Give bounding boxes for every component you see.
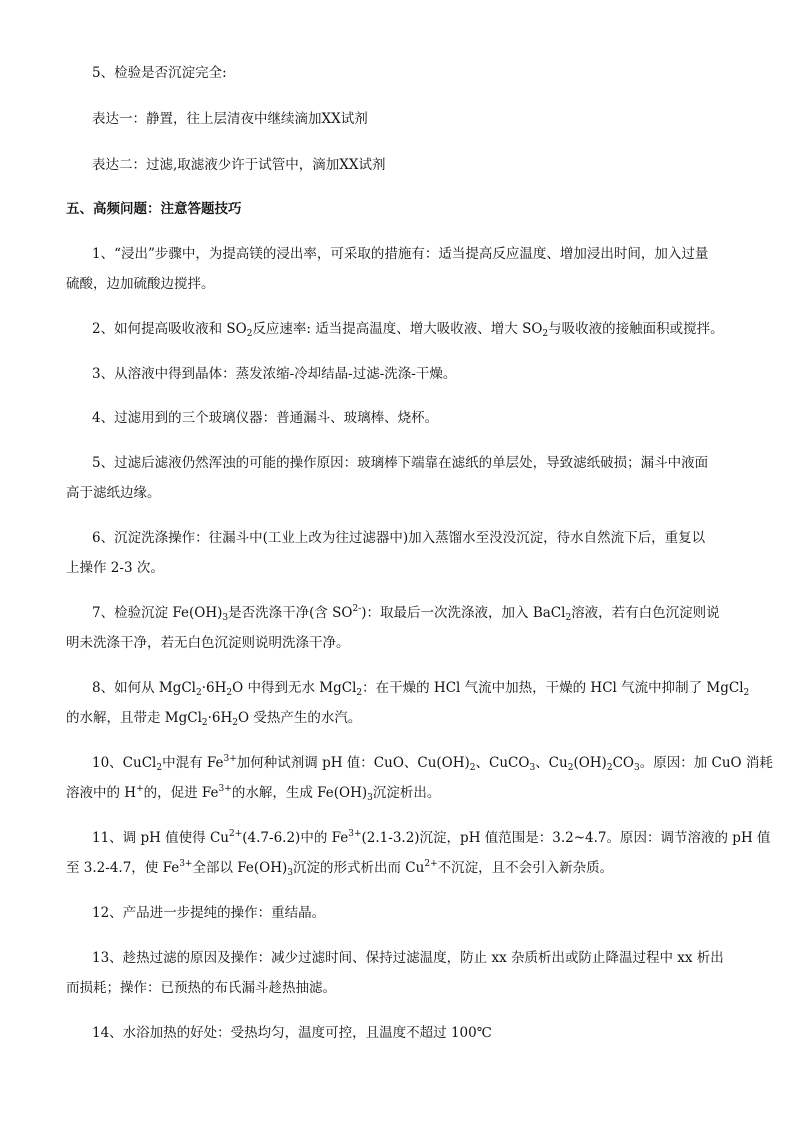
text-run: ：在干燥的 HCl 气流中加热，干燥的 HCl 气流中抑制了 MgCl (362, 680, 744, 696)
item-14: 14、水浴加热的好处：受热均匀，温度可控，且温度不超过 100℃ (92, 1025, 492, 1041)
text-run: 与吸收液的接触面积或搅拌。 (548, 321, 724, 337)
item-11-line-1 (92, 827, 771, 849)
item-7-line-2: 明未洗涤干净，若无白色沉淀则说明洗涤干净。 (66, 635, 350, 651)
text-run: 是否洗涤干净(含 SO (228, 605, 353, 621)
superscript: + (136, 784, 144, 794)
text-run: (OH) (573, 755, 607, 771)
expression-two: 表达二：过滤,取滤液少许于试管中，滴加XX试剂 (92, 157, 386, 173)
text-run: 至 3.2-4.7，使 Fe (66, 860, 180, 876)
superscript: 2- (352, 604, 362, 614)
text-run: 沉淀析出。 (372, 785, 441, 801)
item-4: 4、过滤用到的三个玻璃仪器：普通漏斗、玻璃棒、烧杯。 (92, 410, 439, 426)
subscript: 3 (529, 763, 536, 773)
text-run: 的，促进 Fe (143, 785, 219, 801)
subscript: 2 (226, 688, 233, 698)
superscript: 3+ (218, 784, 232, 794)
text-run: 10、CuCl (92, 755, 157, 771)
section-heading: 五、高频问题：注意答题技巧 (66, 201, 242, 217)
item-3: 3、从溶液中得到晶体：蒸发浓缩-冷却结晶-过滤-洗涤-干燥。 (92, 366, 457, 382)
check-precipitation-title: 5、检验是否沉淀完全: (92, 65, 227, 81)
item-12: 12、产品进一步提纯的操作：重结晶。 (92, 905, 326, 921)
text-run: (2.1-3.2)沉淀，pH 值范围是：3.2~4.7。原因：调节溶液的 pH 值 (361, 830, 771, 846)
subscript: 2 (567, 763, 574, 773)
subscript: 2 (196, 688, 202, 698)
item-7-line-1 (92, 602, 756, 624)
text-run: 2、如何提高吸收液和 SO (92, 321, 247, 337)
item-10-line-1 (92, 752, 773, 774)
subscript: 2 (356, 688, 363, 698)
text-run: 溶液，若有白色沉淀则说 (571, 605, 720, 621)
subscript: 2 (201, 718, 208, 728)
item-13-line-2: 而损耗；操作：已预热的布氏漏斗趁热抽滤。 (66, 980, 336, 996)
subscript: 2 (156, 763, 163, 773)
subscript: 2 (542, 329, 549, 339)
expression-one: 表达一：静置，往上层清夜中继续滴加XX试剂 (92, 111, 368, 127)
text-run: 不沉淀，且不会引入新杂质。 (437, 860, 614, 876)
text-run: 中混有 Fe (162, 755, 224, 771)
text-run: 、CuCO (475, 755, 530, 771)
item-5-line-1: 5、过滤后滤液仍然浑浊的可能的操作原因：玻璃棒下端靠在滤纸的单层处，导致滤纸破损；漏斗中液面 (92, 455, 709, 471)
text-run: CO (612, 755, 634, 771)
text-run: 溶液中的 H (66, 785, 137, 801)
subscript: 2 (743, 688, 750, 698)
subscript: 2 (606, 763, 613, 773)
text-run: O 受热产生的水汽。 (238, 710, 362, 726)
subscript: 3 (367, 793, 373, 803)
text-run: ·6H (201, 680, 227, 696)
text-run: 7、检验沉淀 Fe(OH) (92, 605, 223, 621)
item-6-line-2: 上操作 2-3 次。 (66, 560, 164, 576)
superscript: 2+ (229, 829, 243, 839)
subscript: 2 (246, 329, 253, 339)
item-1-line-1: 1、“浸出”步骤中，为提高镁的浸出率，可采取的措施有：适当提高反应温度、增加浸出时间，加入过量 (92, 246, 709, 262)
text-run: 全部以 Fe(OH) (192, 860, 288, 876)
superscript: 3+ (348, 829, 362, 839)
text-run: ·6H (207, 710, 233, 726)
subscript: 3 (633, 763, 640, 773)
item-6-line-1: 6、沉淀洗涤操作：往漏斗中(工业上改为往过滤器中)加入蒸馏水至没没沉淀，待水自然流下后，重复以 (92, 530, 706, 546)
item-5-line-2: 高于滤纸边缘。 (66, 485, 161, 501)
text-run: 、Cu (535, 755, 568, 771)
text-run: 的水解，生成 Fe(OH) (231, 785, 368, 801)
item-8-line-1 (92, 677, 756, 699)
subscript: 2 (469, 763, 476, 773)
superscript: 2+ (424, 859, 438, 869)
superscript: 3+ (179, 859, 193, 869)
subscript: 3 (287, 868, 294, 878)
text-run: O 中得到无水 MgCl (232, 680, 357, 696)
text-run: 的水解，且带走 MgCl (66, 710, 202, 726)
text-run: 沉淀的形式析出而 Cu (293, 860, 425, 876)
subscript: 3 (222, 613, 229, 623)
item-8-line-2 (66, 707, 730, 729)
text-run: 加何种试剂调 pH 值：CuO、Cu(OH) (236, 755, 470, 771)
item-1-line-2: 硫酸，边加硫酸边搅拌。 (66, 276, 215, 292)
text-run: 。原因：加 CuO 消耗 (639, 755, 773, 771)
text-run: (4.7-6.2)中的 Fe (242, 830, 349, 846)
item-11-line-2 (66, 857, 730, 879)
text-run: 反应速率: 适当提高温度、增大吸收液、增大 SO (252, 321, 543, 337)
text-run: 11、调 pH 值使得 Cu (92, 830, 229, 846)
superscript: 3+ (223, 754, 237, 764)
item-13-line-1: 13、趁热过滤的原因及操作：减少过滤时间、保持过滤温度，防止 xx 杂质析出或防止降温过程中 xx 析出 (92, 950, 724, 966)
subscript: 2 (565, 613, 572, 623)
text-run: )：取最后一次洗涤液，加入 BaCl (361, 605, 566, 621)
subscript: 2 (232, 718, 239, 728)
item-2 (92, 318, 756, 340)
text-run: 8、如何从 MgCl (92, 680, 196, 696)
item-10-line-2 (66, 782, 730, 804)
